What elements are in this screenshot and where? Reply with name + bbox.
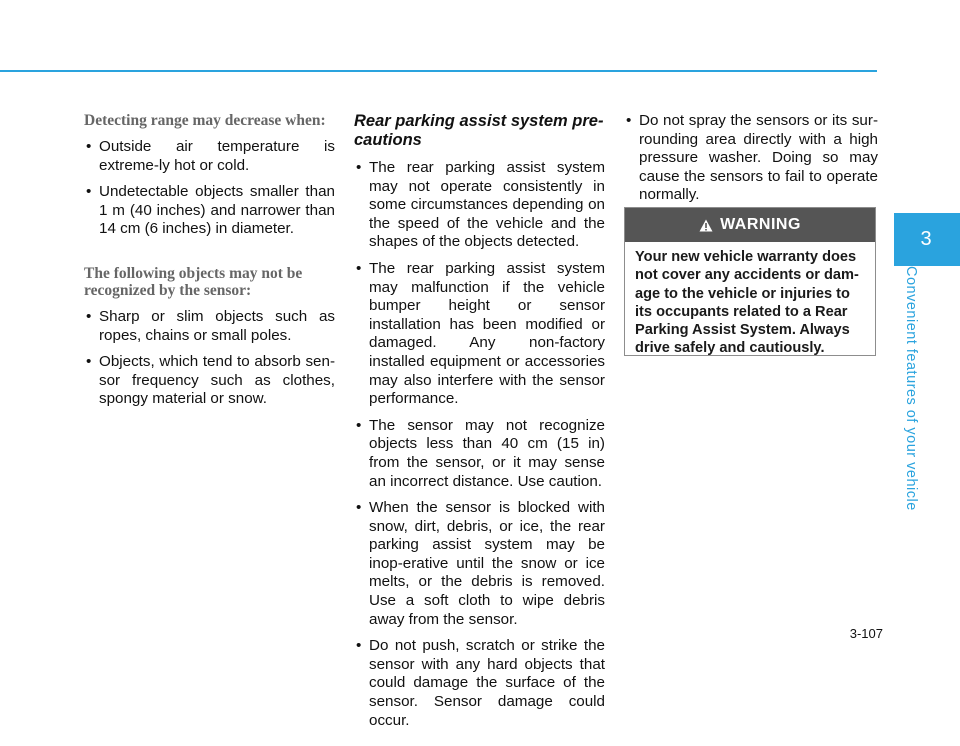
header-rule	[0, 70, 877, 72]
heading-line: Rear parking assist system pre-	[354, 112, 604, 130]
warning-title: WARNING	[720, 216, 801, 233]
section-heading	[84, 265, 335, 299]
warning-triangle-icon	[699, 219, 713, 232]
list-item: • Do not spray the sensors or its sur-rounding area directly with a high pressure washer. Doing so may cause the sensors to fail to operate normally.	[624, 112, 878, 205]
list-item: • Objects, which tend to absorb sen-sor frequency such as clothes, spongy material or snow.	[84, 353, 335, 409]
chapter-title-container	[900, 266, 922, 511]
chapter-number-tab	[894, 213, 960, 266]
bullet-list	[84, 308, 335, 409]
warning-box	[624, 207, 876, 356]
bullet-list	[84, 138, 335, 239]
bullet-list	[354, 159, 605, 730]
list-item: • Sharp or slim objects such as ropes, chains or small poles.	[84, 308, 335, 345]
chapter-title: Convenient features of your vehicle	[903, 266, 919, 511]
warning-header	[625, 208, 875, 242]
list-item: • The rear parking assist system may malfunction if the vehicle bumper height or sensor installation has been modified or damaged. Any non-factory installed equipment or accessories may also interfere with the sensor performance.	[354, 260, 605, 409]
bullet-list	[624, 112, 878, 205]
list-item: • When the sensor is blocked with snow, dirt, debris, or ice, the rear parking assist system may be inop-erative until the snow or ice melts, or the debris is removed. Use a soft cloth to wipe debris away from the sensor.	[354, 499, 605, 629]
spacer	[84, 255, 335, 265]
page-number: 3-107	[849, 626, 883, 641]
list-item: • The sensor may not recognize objects less than 40 cm (15 in) from the sensor, or it may sense an incorrect distance. Use caution.	[354, 417, 605, 491]
warning-text: Your new vehicle warranty does not cover any accidents or dam-age to the vehicle or injuries to its occupants related to a Rear Parking Assist System. Always drive safely and cautiously.	[635, 249, 859, 357]
middle-column	[354, 112, 605, 746]
heading-line: cautions	[354, 131, 422, 149]
heading-line: recognized by the sensor:	[84, 281, 252, 299]
list-item: • Undetectable objects smaller than 1 m (40 inches) and narrower than 14 cm (6 inches) in diameter.	[84, 183, 335, 239]
list-item: • The rear parking assist system may not operate consistently in some circumstances depending on the speed of the vehicle and the shapes of the objects detected.	[354, 159, 605, 252]
list-item: • Do not push, scratch or strike the sensor with any hard objects that could damage the surface of the sensor. Sensor damage could occur.	[354, 637, 605, 730]
left-column	[84, 112, 335, 425]
heading-line: The following objects may not be	[84, 264, 303, 282]
list-item: • Outside air temperature is extreme-ly hot or cold.	[84, 138, 335, 175]
section-heading	[354, 112, 605, 150]
section-heading: Detecting range may decrease when:	[84, 112, 326, 129]
right-column	[624, 112, 878, 221]
chapter-number: 3	[920, 228, 932, 250]
